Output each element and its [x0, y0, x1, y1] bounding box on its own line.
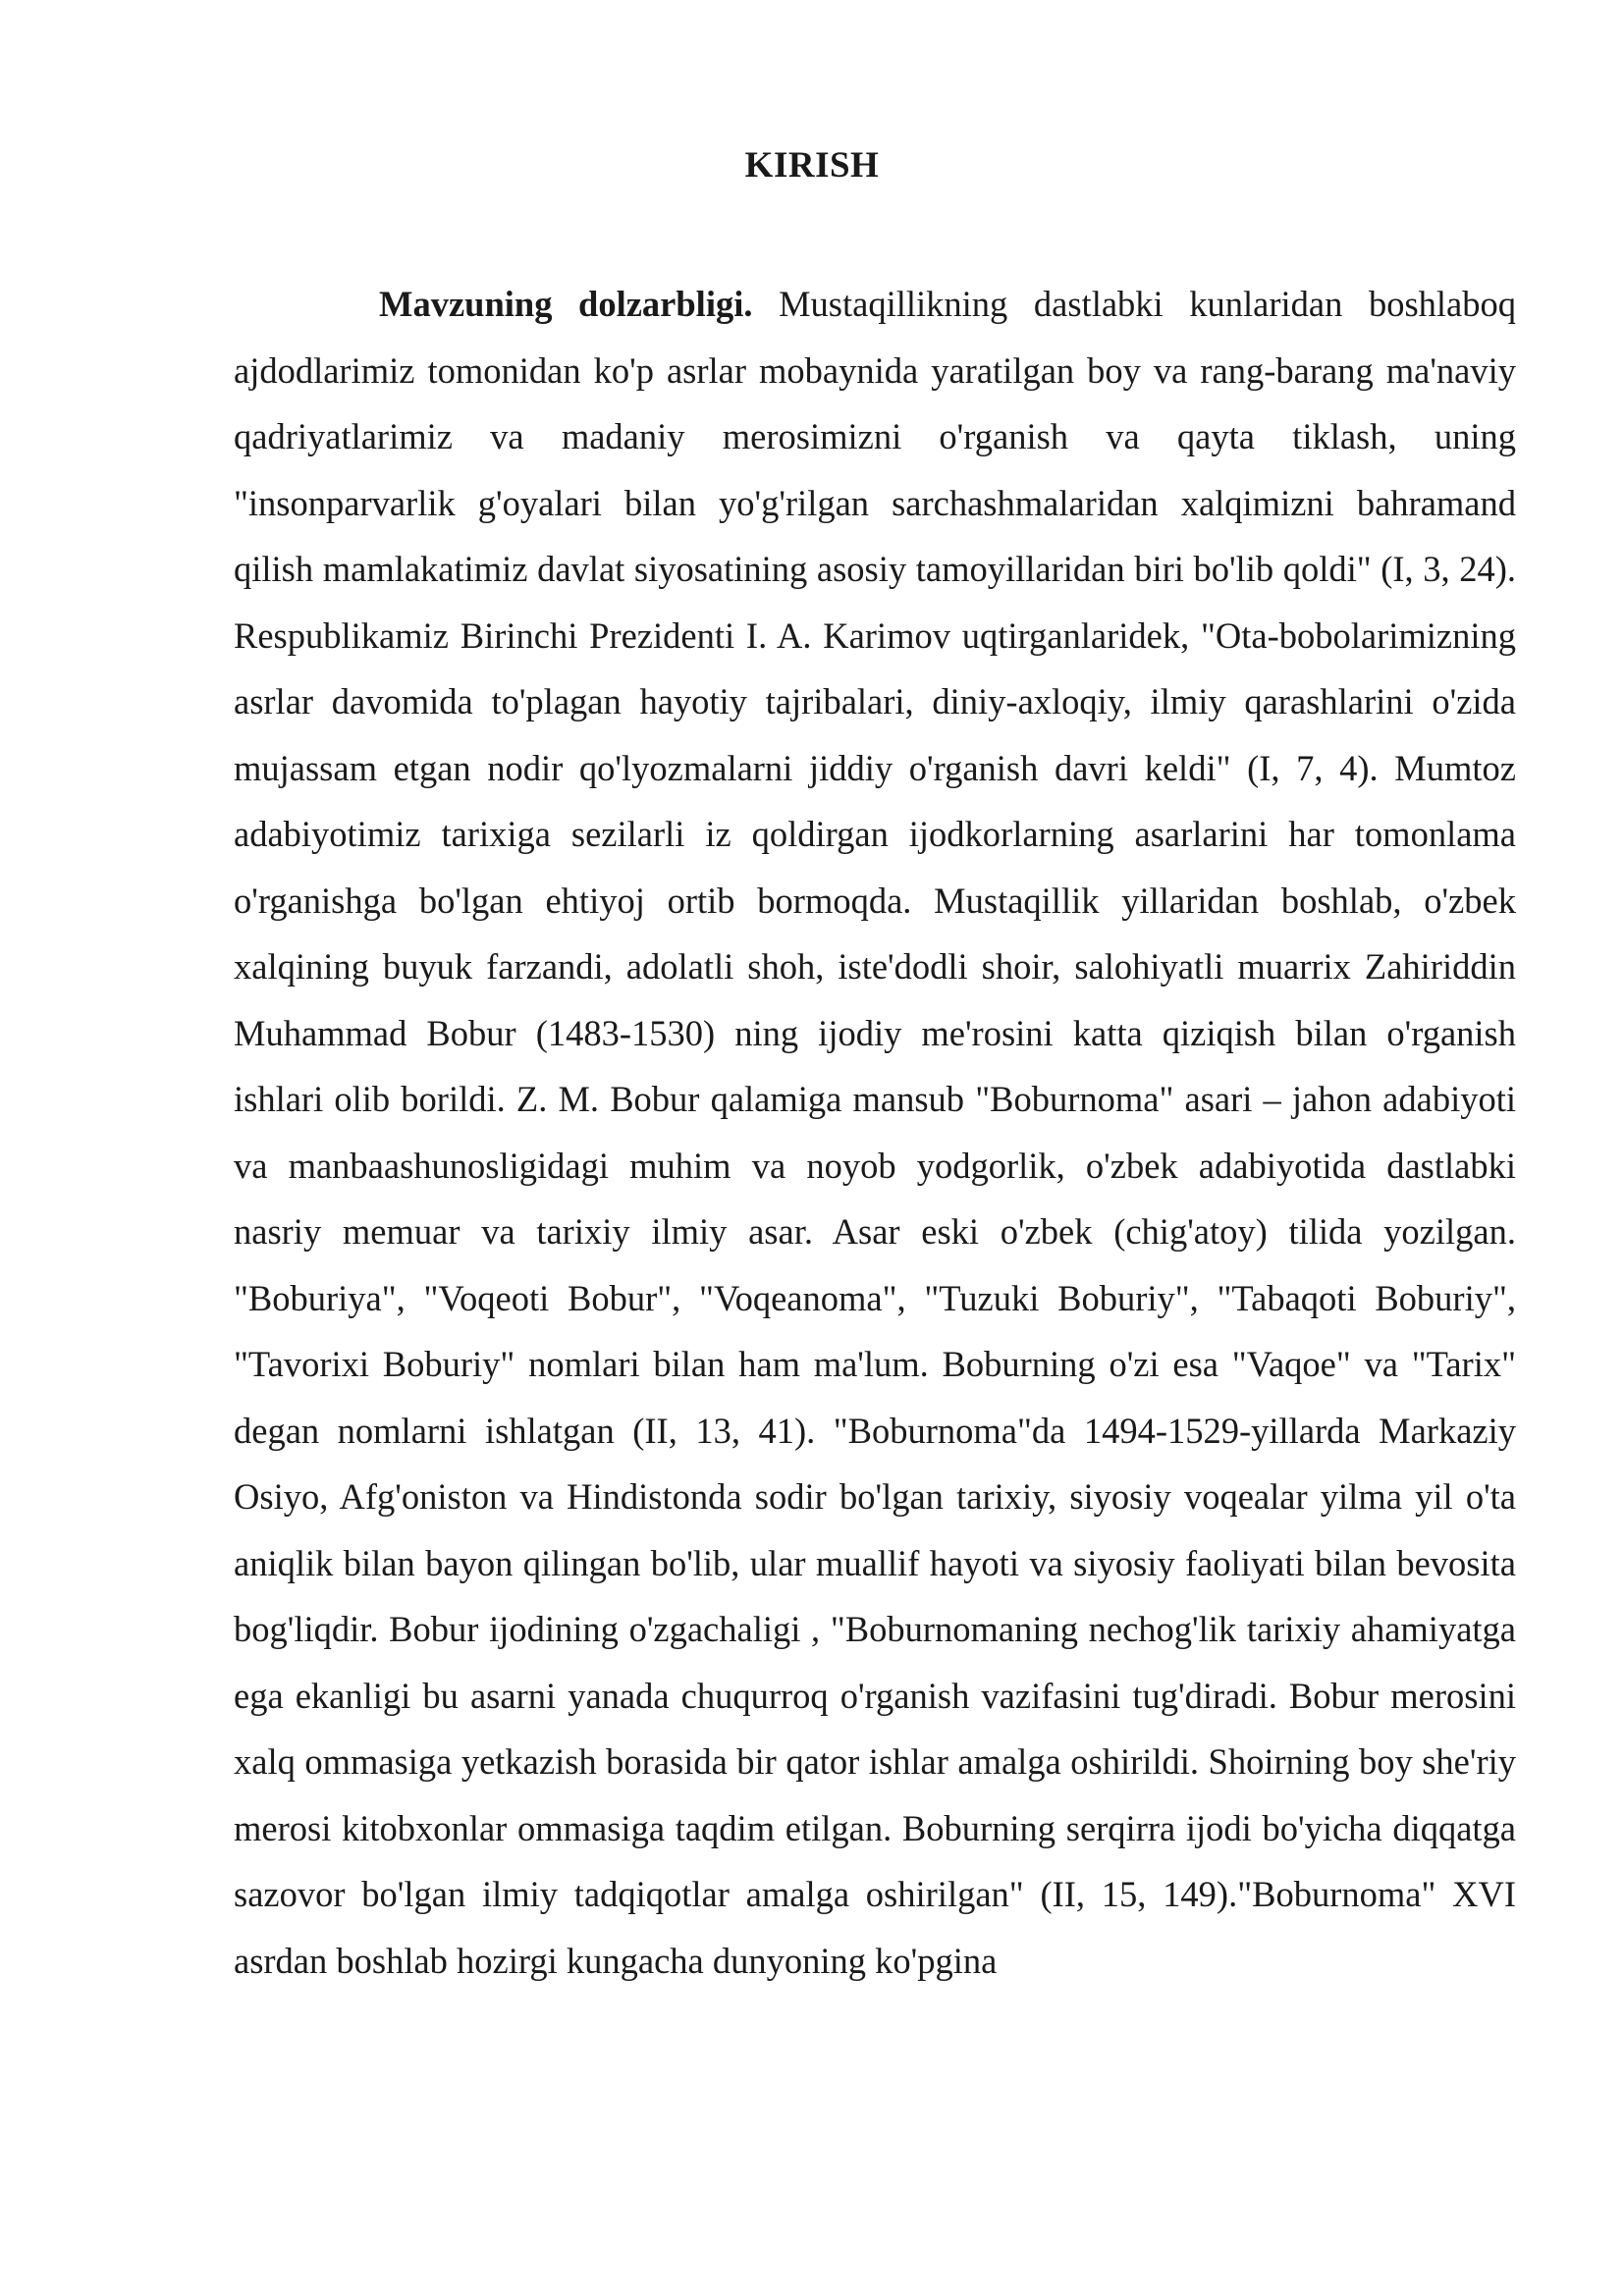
body-paragraph [234, 271, 1516, 1994]
paragraph-lead: Mavzuning dolzarbligi. [379, 284, 753, 324]
paragraph-text: Mustaqillikning dastlabki kunlaridan boshlaboq ajdodlarimiz tomonidan ko'p asrlar mobaynida yaratilgan boy va rang-barang ma'naviy qadriyatlarimiz va madaniy merosimizni o'rganish va qayta tiklash, uning "insonparvarlik g'oyalari bilan yo'g'rilgan sarchashmalaridan xalqimizni bahramand qilish mamlakatimiz davlat siyosatining asosiy tamoyillaridan biri bo'lib qoldi" (I, 3, 24). Respublikamiz Birinchi Prezidenti I. A. Karimov uqtirganlaridek, "Ota-bobolarimizning asrlar davomida to'plagan hayotiy tajribalari, diniy-axloqiy, ilmiy qarashlarini o'zida mujassam etgan nodir qo'lyozmalarni jiddiy o'rganish davri keldi" (I, 7, 4). Mumtoz adabiyotimiz tarixiga sezilarli iz qoldirgan ijodkorlarning asarlarini har tomonlama o'rganishga bo'lgan ehtiyoj ortib bormoqda. Mustaqillik yillaridan boshlab, o'zbek xalqining buyuk farzandi, adolatli shoh, iste'dodli shoir, salohiyatli muarrix Zahiriddin Muhammad Bobur (1483-1530) ning ijodiy me'rosini katta qiziqish bilan o'rganish ishlari olib borildi. Z. M. Bobur qalamiga mansub "Boburnoma" asari – jahon adabiyoti va manbaashunosligidagi muhim va noyob yodgorlik, o'zbek adabiyotida dastlabki nasriy memuar va tarixiy ilmiy asar. Asar eski o'zbek (chig'atoy) tilida yozilgan. "Boburiya", "Voqeoti Bobur", "Voqeanoma", "Tuzuki Boburiy", "Tabaqoti Boburiy", "Tavorixi Boburiy" nomlari bilan ham ma'lum. Boburning o'zi esa "Vaqoe" va "Tarix" degan nomlarni ishlatgan (II, 13, 41). "Boburnoma"da 1494-1529-yillarda Markaziy Osiyo, Afg'oniston va Hindistonda sodir bo'lgan tarixiy, siyosiy voqealar yilma yil o'ta aniqlik bilan bayon qilingan bo'lib, ular muallif hayoti va siyosiy faoliyati bilan bevosita bog'liqdir. Bobur ijodining o'zgachaligi , "Boburnomaning nechog'lik tarixiy ahamiyatga ega ekanligi bu asarni yanada chuqurroq o'rganish vazifasini tug'diradi. Bobur merosini xalq ommasiga yetkazish borasida bir qator ishlar amalga oshirildi. Shoirning boy she'riy merosi kitobxonlar ommasiga taqdim etilgan. Boburning serqirra ijodi bo'yicha diqqatga sazovor bo'lgan ilmiy tadqiqotlar amalga oshirilgan" (II, 15, 149)."Boburnoma" XVI asrdan boshlab hozirgi kungacha dunyoning ko'pgina [234, 284, 1516, 1981]
page-heading: KIRISH [744, 145, 880, 186]
